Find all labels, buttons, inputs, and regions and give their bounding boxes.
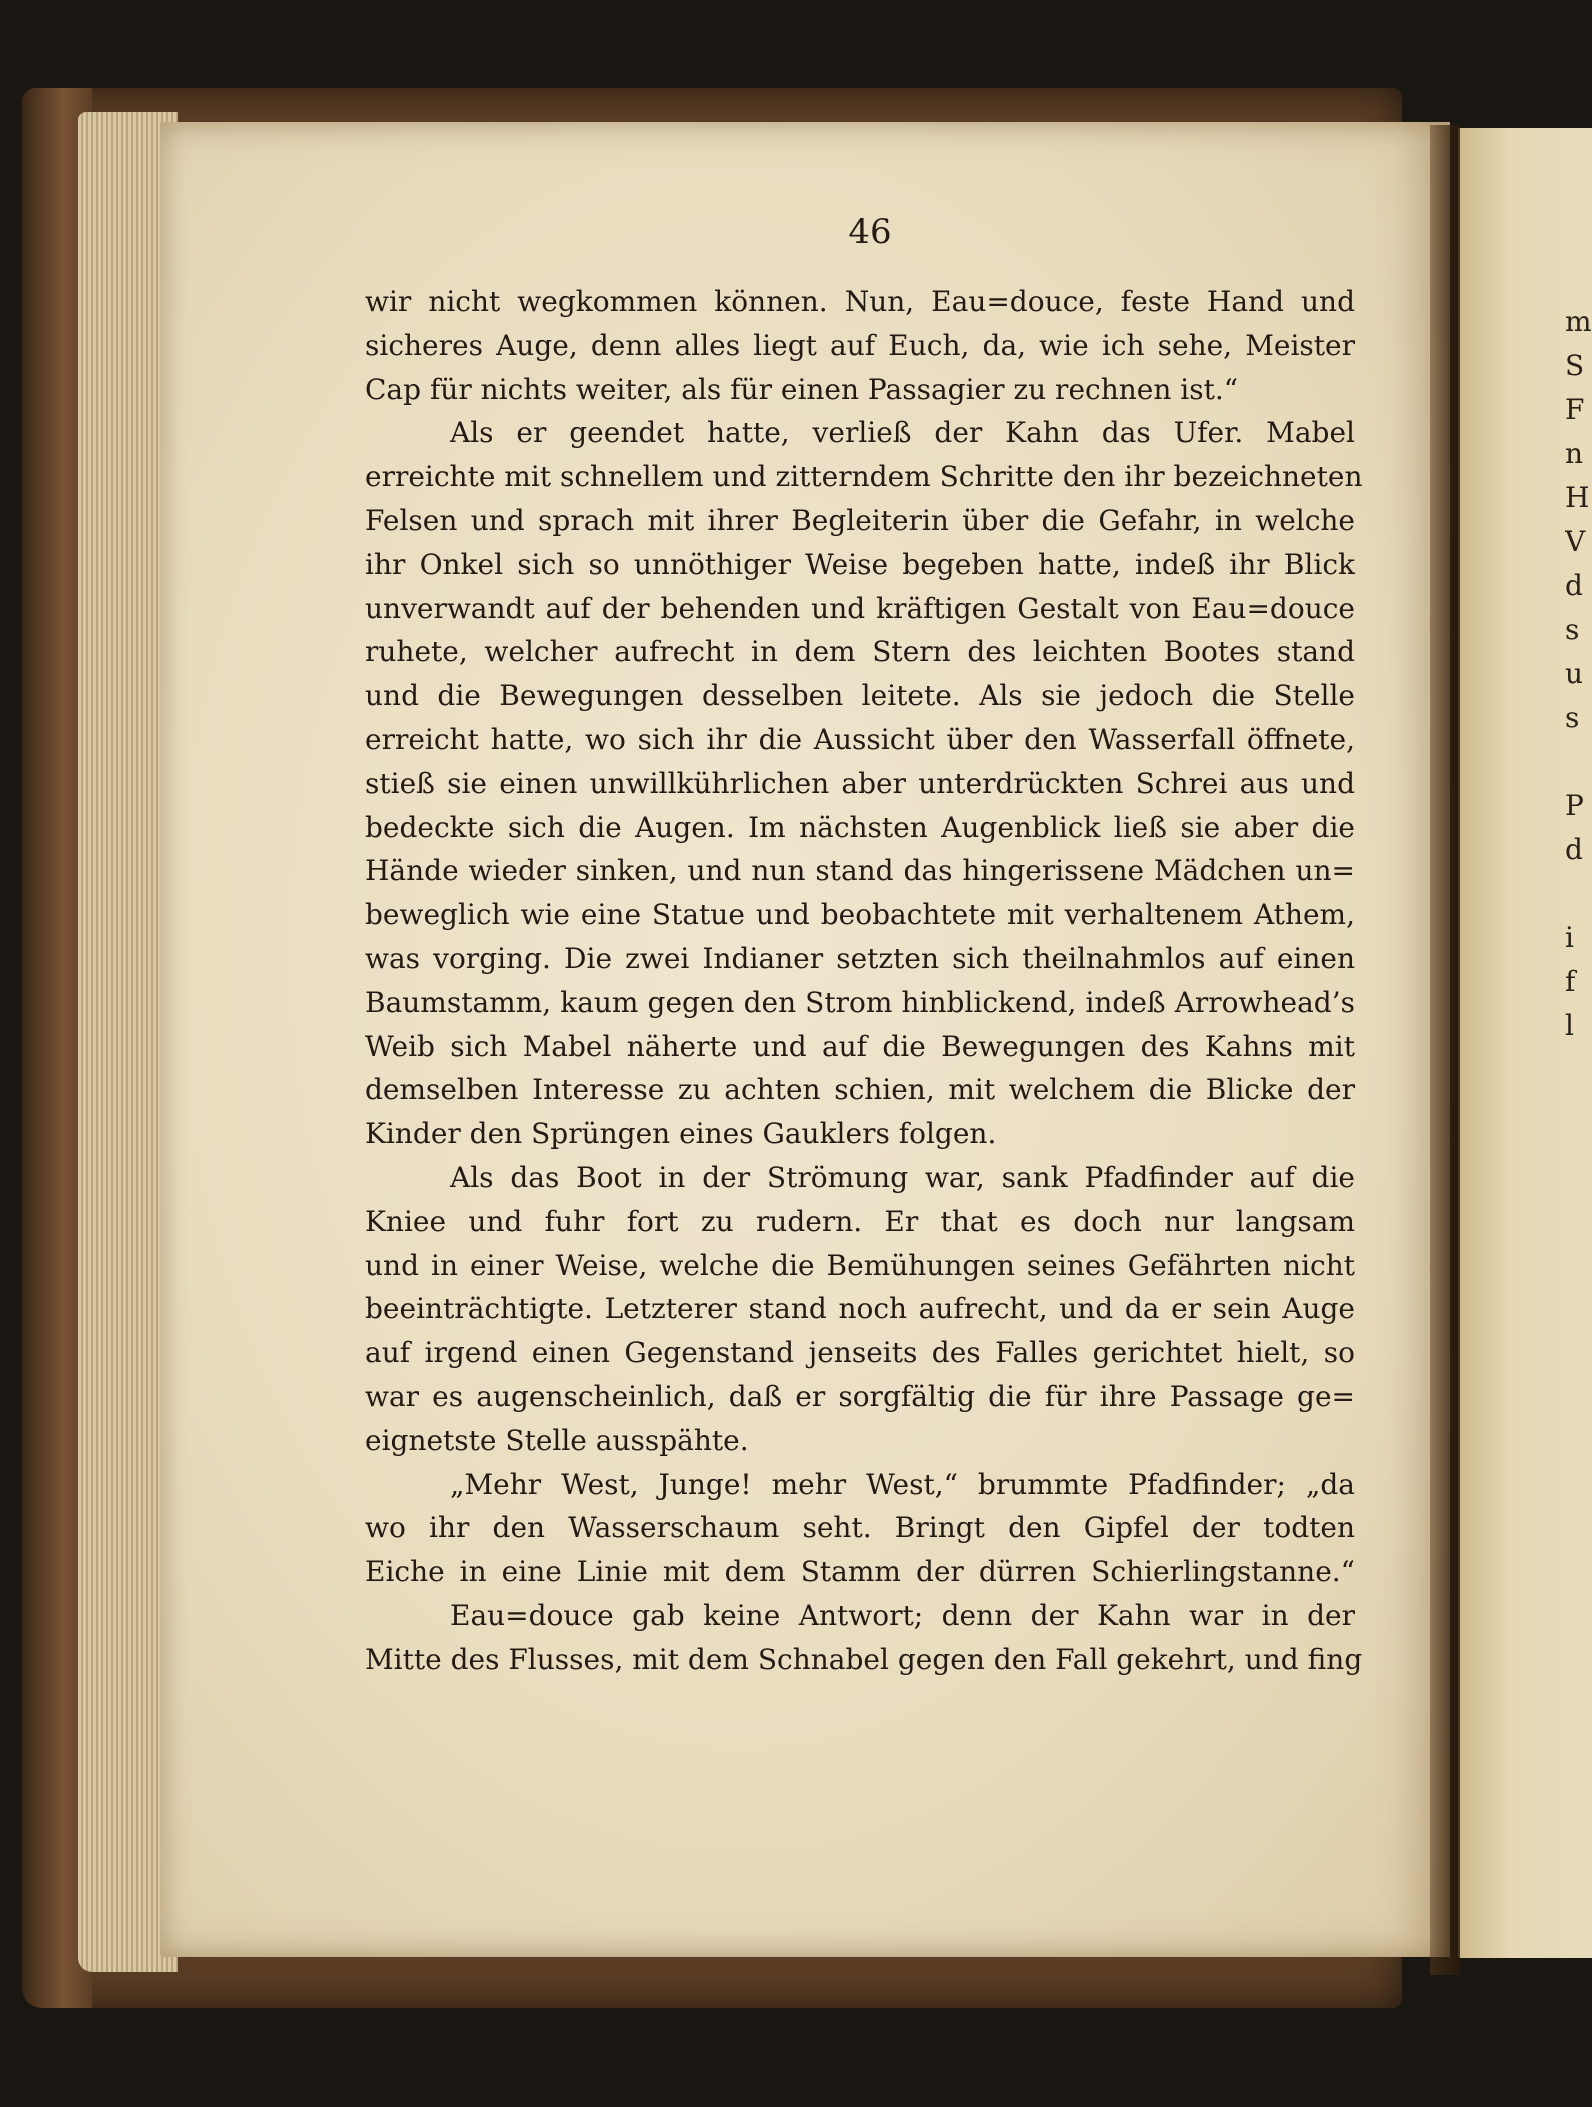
text-line: beeinträchtigte. Letzterer stand noch aufrecht, und da er sein Auge: [365, 1292, 1355, 1326]
text-line: Kinder den Sprüngen eines Gauklers folgen.: [365, 1117, 997, 1151]
text-line: Cap für nichts weiter, als für einen Passagier zu rechnen ist.“: [365, 372, 1239, 406]
right-page-letter: m: [1565, 305, 1592, 338]
text-line: Baumstamm, kaum gegen den Strom hinblickend, indeß Arrowhead’s: [365, 985, 1355, 1019]
text-line: und in einer Weise, welche die Bemühungen seines Gefährten nicht: [365, 1248, 1355, 1282]
right-page-letter: s: [1565, 613, 1580, 646]
text-line: ihr Onkel sich so unnöthiger Weise begeben hatte, indeß ihr Blick: [365, 547, 1355, 581]
text-line: Weib sich Mabel näherte und auf die Bewegungen des Kahns mit: [365, 1029, 1355, 1063]
text-line: erreichte mit schnellem und zitterndem Schritte den ihr bezeichneten: [365, 460, 1363, 494]
book-gutter: [1430, 125, 1460, 1975]
text-line: Felsen und sprach mit ihrer Begleiterin über die Gefahr, in welche: [365, 503, 1355, 537]
text-line: Hände wieder sinken, und nun stand das hingerissene Mädchen un=: [365, 854, 1355, 888]
right-page-letter: u: [1565, 657, 1584, 690]
text-line: Als er geendet hatte, verließ der Kahn das Ufer. Mabel: [450, 416, 1355, 450]
right-page-letter: H: [1565, 481, 1590, 514]
text-line: Mitte des Flusses, mit dem Schnabel gegen den Fall gekehrt, und fing: [365, 1642, 1363, 1676]
text-line: Eiche in eine Linie mit dem Stamm der dürren Schierlingstanne.“: [365, 1555, 1355, 1589]
text-line: demselben Interesse zu achten schien, mit welchem die Blicke der: [365, 1073, 1355, 1107]
right-page-letter: S: [1565, 349, 1585, 382]
text-line: war es augenscheinlich, daß er sorgfältig die für ihre Passage ge=: [365, 1379, 1355, 1413]
right-page-letter: s: [1565, 701, 1580, 734]
text-line: „Mehr West, Junge! mehr West,“ brummte Pfadfinder; „da: [450, 1467, 1355, 1501]
text-line: eignetste Stelle ausspähte.: [365, 1423, 749, 1457]
text-line: was vorging. Die zwei Indianer setzten sich theilnahmlos auf einen: [365, 941, 1355, 975]
text-line: wir nicht wegkommen können. Nun, Eau=douce, feste Hand und: [365, 285, 1355, 318]
text-line: bedeckte sich die Augen. Im nächsten Augenblick ließ sie aber die: [365, 810, 1355, 844]
text-line: auf irgend einen Gegenstand jenseits des Falles gerichtet hielt, so: [365, 1336, 1355, 1370]
text-line: und die Bewegungen desselben leitete. Als sie jedoch die Stelle: [365, 679, 1355, 713]
right-page-letter: n: [1565, 437, 1584, 470]
text-line: Kniee und fuhr fort zu rudern. Er that es doch nur langsam: [365, 1204, 1355, 1238]
page-number: 46: [848, 212, 892, 252]
page-text-block: [365, 280, 1363, 1682]
text-line: Als das Boot in der Strömung war, sank Pfadfinder auf die: [450, 1160, 1355, 1194]
right-page-letter: P: [1565, 789, 1584, 822]
right-page-letter: d: [1565, 569, 1583, 602]
right-page-letter: i: [1565, 921, 1574, 954]
right-page-letter: [1565, 872, 1592, 916]
text-line: unverwandt auf der behenden und kräftigen Gestalt von Eau=douce: [365, 591, 1355, 625]
right-page-letter: d: [1565, 833, 1583, 866]
right-page-letter: [1565, 740, 1592, 784]
text-line: sicheres Auge, denn alles liegt auf Euch, da, wie ich sehe, Meister: [365, 328, 1355, 362]
right-page-letter: f: [1565, 965, 1576, 998]
text-line: stieß sie einen unwillkührlichen aber unterdrückten Schrei aus und: [365, 766, 1355, 800]
right-page-letter: l: [1565, 1009, 1574, 1042]
right-page-text-fragment: [1565, 300, 1592, 1048]
text-line: wo ihr den Wasserschaum seht. Bringt den Gipfel der todten: [365, 1511, 1355, 1545]
text-line: erreicht hatte, wo sich ihr die Aussicht über den Wasserfall öffnete,: [365, 722, 1355, 756]
text-line: ruhete, welcher aufrecht in dem Stern des leichten Bootes stand: [365, 635, 1355, 669]
right-page-letter: V: [1565, 525, 1586, 558]
text-line: beweglich wie eine Statue und beobachtete mit verhaltenem Athem,: [365, 898, 1355, 932]
text-line: Eau=douce gab keine Antwort; denn der Kahn war in der: [450, 1598, 1355, 1632]
right-page-letter: F: [1565, 393, 1585, 426]
